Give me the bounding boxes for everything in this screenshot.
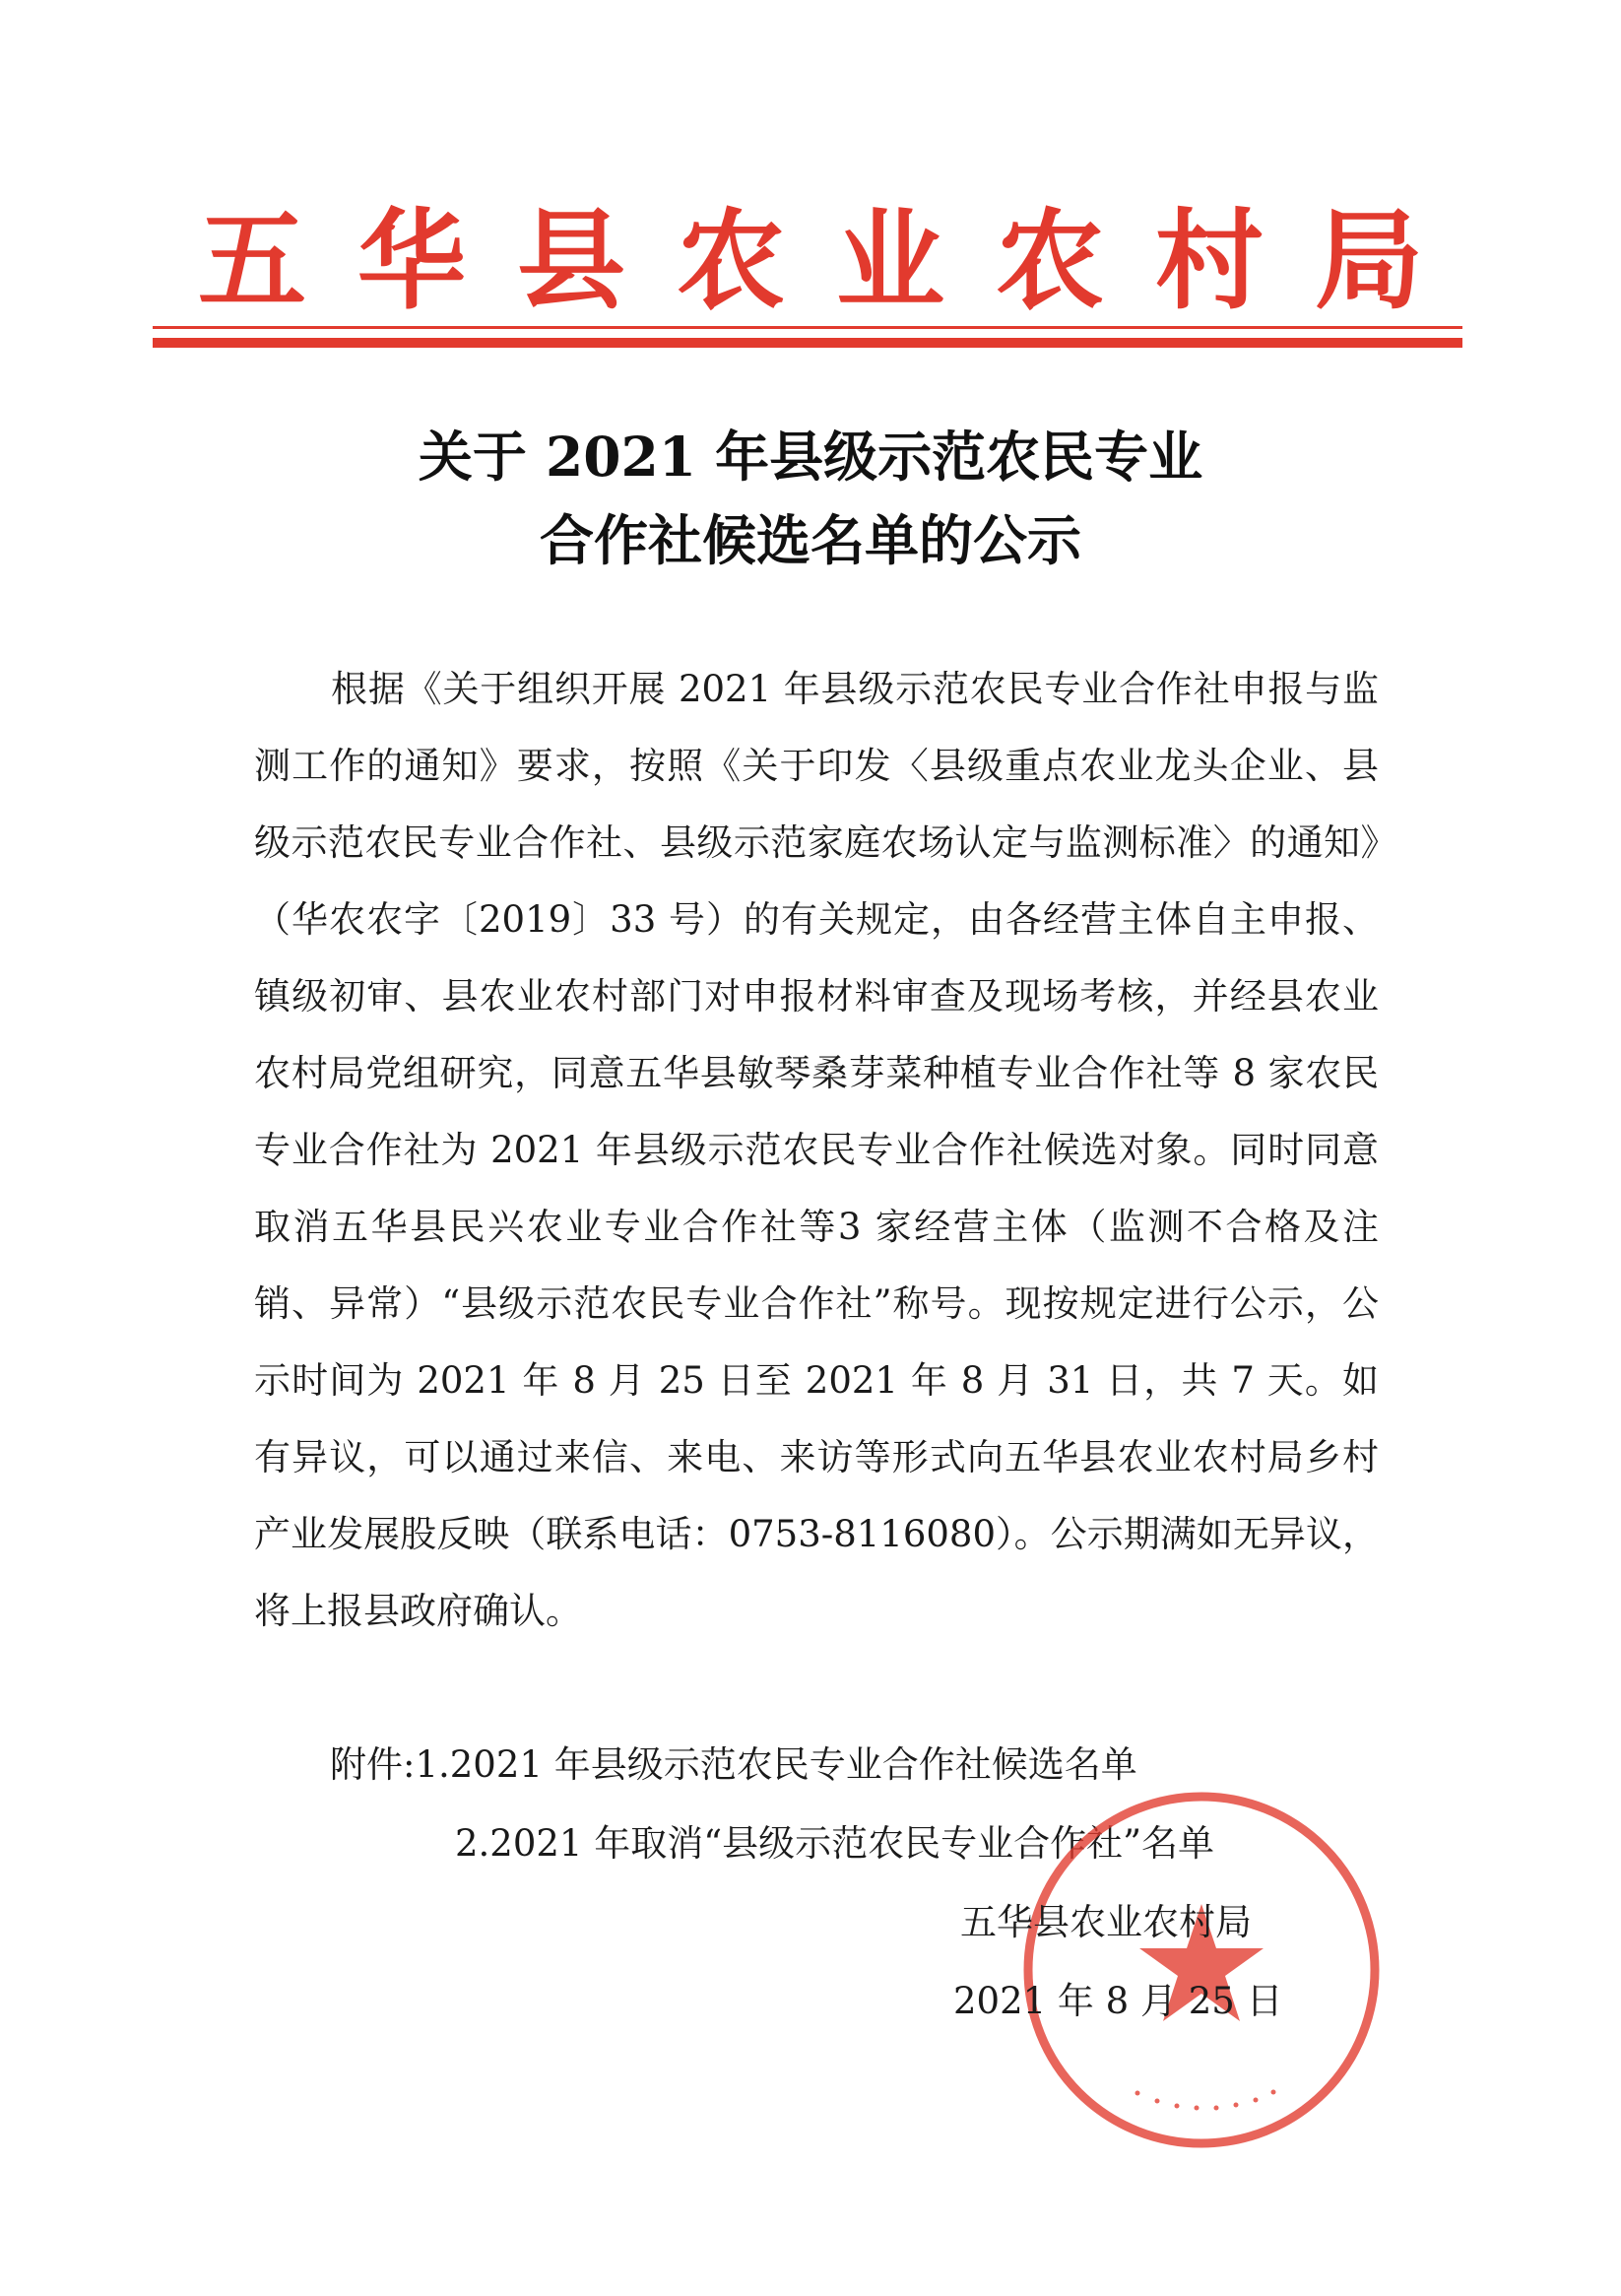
title-line-2: 合作社候选名单的公示 — [539, 508, 1081, 572]
body-paragraph: 根据《关于组织开展 2021 年县级示范农民专业合作社申报与监测工作的通知》要求，按照《关于印发〈县级重点农业龙头企业、县级示范农民专业合作社、县级示范家庭农场认定与监测标准〉的通知》（华农农字〔2019〕33 号）的有关规定，由各经营主体自主申报、镇级初审、县农业农村部门对申报材料审查及现场考核，并经县农业农村局党组研究，同意五华县敏琴桑芽菜种植专业合作社等 8 家农民专业合作社为 2021 年县级示范农民专业合作社候选对象。同时同意取消五华县民兴农业专业合作社等3 家经营主体（监测不合格及注销、异常）“县级示范农民专业合作社”称号。现按规定进行公示，公示时间为 2021 年 8 月 25 日至 2021 年 8 月 31 日，共 7 天。如有异议，可以通过来信、来电、来访等形式向五华县农业农村局乡村产业发展股反映（联系电话：0753-8116080）。公示期满如无异议，将上报县政府确认。 — [254, 668, 1379, 1632]
title-line-1: 关于 2021 年县级示范农民专业 — [418, 425, 1203, 489]
signature-organization: 五华县农业农村局 — [960, 1901, 1252, 1943]
attachment-item-2: 2.2021 年取消“县级示范农民专业合作社”名单 — [455, 1822, 1215, 1865]
header-rule-thick — [153, 338, 1462, 348]
official-seal — [1019, 1788, 1384, 2152]
header-rule-thin — [153, 326, 1462, 329]
attachment-item-1: 附件:1.2021 年县级示范农民专业合作社候选名单 — [330, 1743, 1137, 1786]
signature-date: 2021 年 8 月 25 日 — [953, 1980, 1283, 2022]
issuer-header: 五华县农业农村局 — [198, 197, 1474, 324]
seal-dotted-arc — [1135, 2090, 1276, 2111]
